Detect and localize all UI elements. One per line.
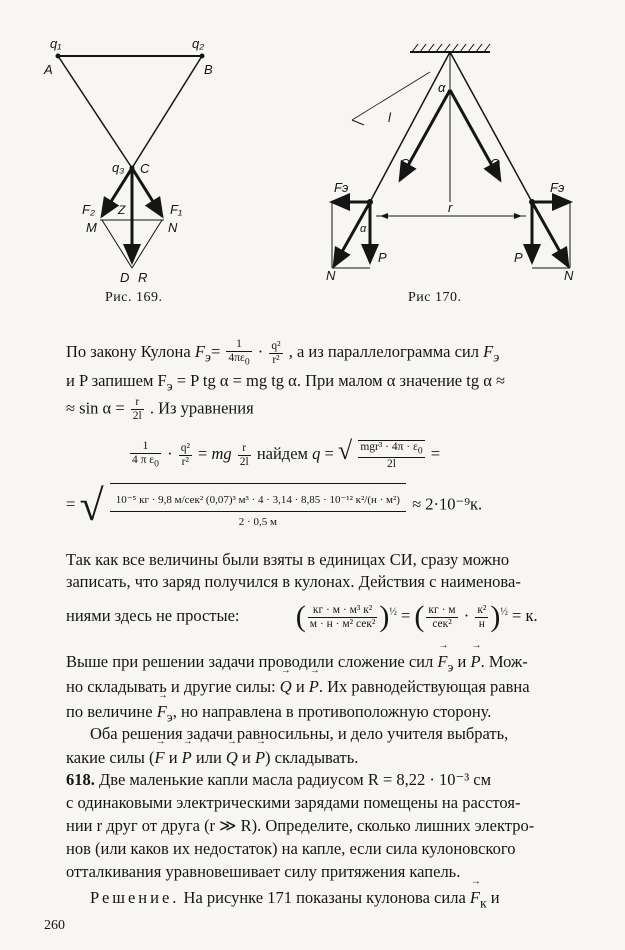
p4-text-2d: и: [241, 748, 251, 767]
fig170-label-P-left: P: [378, 250, 387, 265]
fig170-label-alpha-small: α: [360, 223, 367, 235]
fig170-label-Q-left: Q: [400, 156, 411, 171]
p4-text-2a: какие силы (: [66, 748, 155, 767]
fig169-label-R: R: [138, 270, 148, 285]
fig169-label-F2: F₂: [82, 202, 95, 217]
p2-line2: записать, что заряд получился в кулонах. Действия с наименова-: [66, 572, 521, 591]
eq1-mid-text: найдем: [256, 444, 308, 463]
fig169-label-M: M: [86, 220, 97, 235]
fig169-label-N: N: [168, 220, 178, 235]
problem-number: 618.: [66, 770, 95, 789]
p6-text-b: На рисунке 171 показаны кулонова сила: [183, 888, 466, 907]
fig169-label-q3: q₃: [112, 160, 125, 175]
p1-text-e: ≈ sin α =: [66, 398, 125, 418]
p4-text-2c: или: [195, 748, 222, 767]
p3-text-1a: Выше при решении задачи проводили сложение сил: [66, 652, 434, 671]
figure-170: [320, 40, 590, 290]
p6-text-c: и: [490, 888, 500, 907]
p3-text-2b: и: [295, 677, 305, 696]
p1-line1: По закону Кулона $F_э=$ $\frac{1}{4\pi\varepsilon_0}$ · $\frac{\text{q²}}{\text{r²}}$ , а из параллелограмма сил $F_э$: [66, 338, 500, 368]
p1-text-c: и P запишем F: [66, 371, 167, 390]
p1-text-a: По закону Кулона: [66, 341, 191, 361]
p6-line1: Решение. На рисунке 171 показаны кулонова сила → $F_к$ и: [90, 888, 500, 911]
p3-text-1c: . Мож-: [480, 652, 528, 671]
p2-line1: Так как все величины были взяты в единицах СИ, сразу можно: [66, 550, 510, 569]
p3-line1: Выше при решении задачи проводили сложение сил → $F_э$ и → P. Мож-: [66, 652, 528, 675]
fig170-label-N-left: N: [326, 268, 336, 283]
p1-text-b: , а из параллелограмма сил: [288, 341, 479, 361]
p2-line3: ниями здесь не простые: ( $\frac{\text{кг · м · м³ к²}}{\text{м · н · м² сек²}}$ )$^{\frac{1}{2}}$ = ( $\frac{кг \cdot м}{\text{сек²}}$ · $\frac{\text{к²}}{н}$ )$^{\frac{1}{2}}$ = к.: [66, 600, 538, 633]
p2-eq-end: = к.: [512, 605, 538, 625]
figure-169: [40, 30, 240, 290]
fig170-label-alpha: α: [438, 80, 446, 95]
page-number: 260: [44, 918, 65, 933]
fig169-label-F1: F₁: [170, 202, 183, 217]
p4-text-2b: и: [168, 748, 178, 767]
fig169-label-D: D: [120, 270, 130, 285]
p3-line2: но складывать и другие силы: → Q и → P. Их равнодействующая равна: [66, 677, 530, 697]
p3-text-2a: но складывать и другие силы:: [66, 677, 276, 696]
fig169-label-B: B: [204, 62, 213, 77]
p5-line4: нов (или каков их недостаток) на капле, если сила кулоновского: [66, 839, 516, 858]
fig170-label-r: r: [448, 200, 453, 215]
fig169-label-q2: q₂: [192, 36, 205, 51]
p1-text-f: . Из уравнения: [149, 398, 254, 418]
p5-line5: отталкивания уравновешивает силу притяжения капель.: [66, 862, 461, 881]
p5-line3: нии r друг от друга (r ≫ R). Определите, сколько лишних электро-: [66, 816, 535, 835]
fig169-label-A: A: [44, 62, 53, 77]
fig170-caption: Рис 170.: [408, 290, 462, 305]
p4-line2: какие силы (→ F и → P или → Q и → P) складывать.: [66, 748, 358, 768]
p3-text-1b: и: [457, 652, 467, 671]
fig169-label-C: C: [140, 161, 150, 176]
p3-text-3b: , но направлена в противоположную сторону.: [172, 702, 492, 721]
fig170-label-Fe-right: Fэ: [550, 180, 565, 195]
p1-text-d: = P tg α = mg tg α. При малом α значение tg α ≈: [176, 371, 506, 390]
equation-2: = √ 10⁻⁵ кг · 9,8 м/сек² (0,07)³ м³ · 4 · 3,14 · 8,85 · 10⁻¹² к²/(н · м²) 2 · 0,5 м ≈ 2·10⁻⁹к.: [66, 481, 483, 530]
fig170-label-l: l: [388, 110, 391, 125]
fig169-label-Z: Z: [118, 203, 126, 217]
eq2-numerator: 10⁻⁵ кг · 9,8 м/сек² (0,07)³ м³ · 4 · 3,14 · 8,85 · 10⁻¹² к²/(н · м²): [110, 490, 406, 512]
p3-text-3a: по величине: [66, 702, 153, 721]
fig170-label-Q-right: Q: [490, 156, 501, 171]
p1-line3: ≈ sin α = $\frac{r}{2l}$ . Из уравнения: [66, 396, 254, 422]
eq2-result: ≈ 2·10⁻⁹к.: [412, 494, 483, 514]
equation-1: $\frac{1}{4 \pi \varepsilon_0}$ · $\frac{\text{q²}}{\text{r²}}$ = mg $\frac{r}{2l}$ найдем q = √ $\frac{mgr^3 \cdot 4\pi \cdot \varepsilon_0}{2l}$ =: [132, 436, 441, 470]
fig169-caption: Рис. 169.: [105, 290, 163, 305]
p5-line2: с одинаковыми электрическими зарядами помещены на расстоя-: [66, 793, 521, 812]
solution-heading: Решение.: [90, 888, 180, 907]
p3-text-2c: . Их равнодействующая равна: [318, 677, 530, 696]
eq2-denominator: 2 · 0,5 м: [238, 515, 277, 528]
p4-text-2e: ) складывать.: [265, 748, 359, 767]
p4-line1: Оба решения задачи равносильны, и дело учителя выбрать,: [90, 724, 509, 743]
p5-text-1: Две маленькие капли масла радиусом R = 8,22 · 10⁻³ см: [99, 770, 492, 789]
fig170-label-P-right: P: [514, 250, 523, 265]
fig170-label-Fe-left: Fэ: [334, 180, 349, 195]
p2-text-l3: ниями здесь не простые:: [66, 605, 240, 625]
p3-line3: по величине → $F_э$, но направлена в противоположную сторону.: [66, 702, 491, 725]
p1-line2: и P запишем $F_э = P$ tg α = mg tg α. При малом α значение tg α ≈: [66, 371, 506, 394]
fig169-label-q1: q₁: [50, 36, 62, 51]
fig170-label-N-right: N: [564, 268, 574, 283]
p5-line1: [66, 770, 491, 790]
